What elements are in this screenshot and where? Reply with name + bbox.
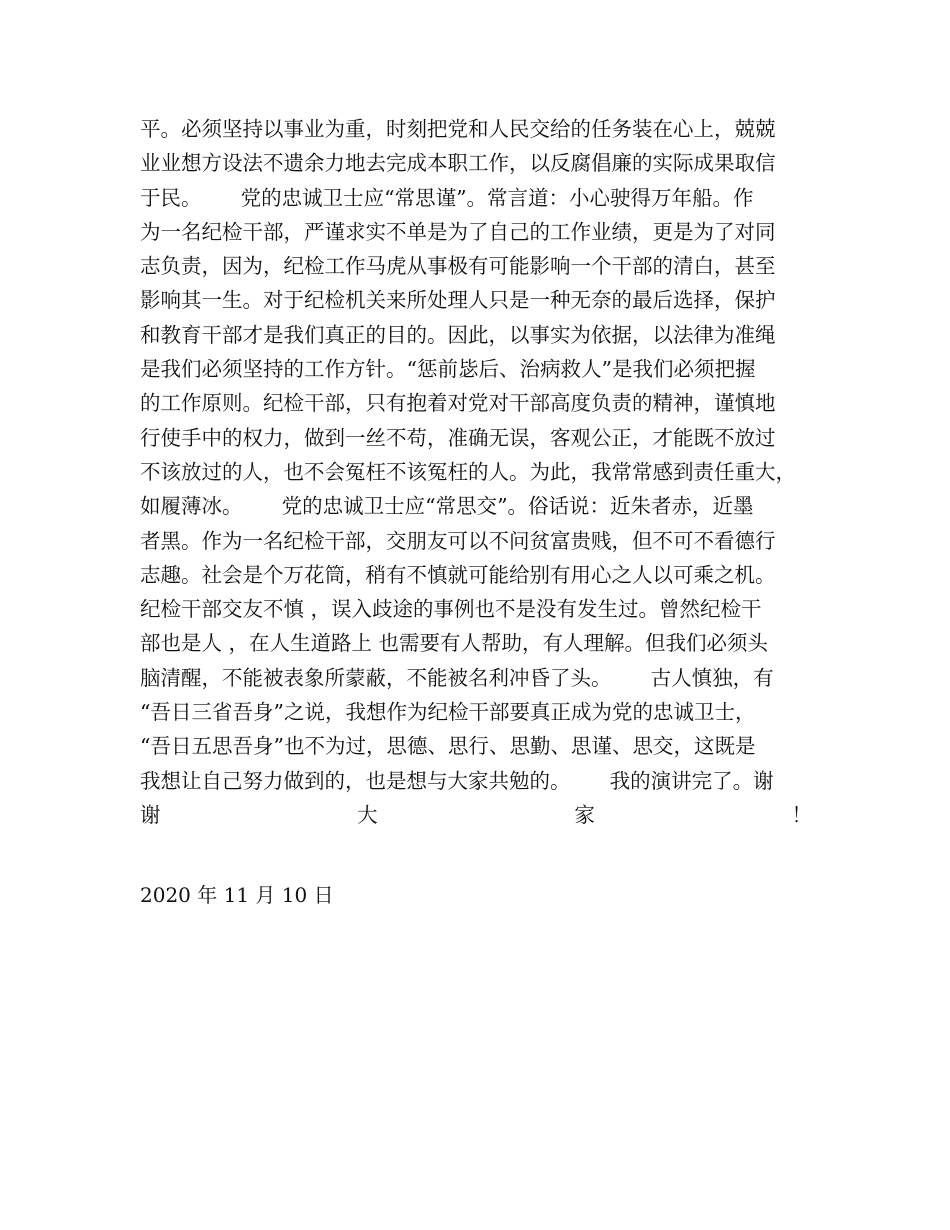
text-line: 纪检干部交友不慎 ，误入歧途的事例也不是没有发生过。曾然纪检干 (140, 597, 762, 622)
text-line: “吾日五思吾身”也不为过，思德、思行、思勤、思谨、思交，这既是 (140, 734, 756, 759)
text-line: 如履薄冰。 党的忠诚卫士应“常思交”。俗话说：近朱者赤，近墨 (140, 494, 754, 519)
document-date: 2020 年 11 月 10 日 (140, 883, 334, 907)
text-line: 业业想方设法不遗余力地去完成本职工作，以反腐倡廉的实际成果取信 (140, 151, 776, 176)
text-line: 平。必须坚持以事业为重，时刻把党和人民交给的任务装在心上，兢兢 (140, 117, 776, 141)
text-line: 部也是人 ，在人生道路上 也需要有人帮助，有人理解。但我们必须头 (140, 631, 769, 656)
text-line: 脑清醒，不能被表象所蒙蔽，不能被名利冲昏了头。 古人慎独，有 (140, 665, 774, 690)
text-line: 为一名纪检干部，严谨求实不单是为了自己的工作业绩，更是为了对同 (140, 219, 776, 244)
text-line: “吾日三省吾身”之说，我想作为纪检干部要真正成为党的忠诚卫士， (140, 700, 756, 725)
text-line: 志负责，因为，纪检工作马虎从事极有可能影响一个干部的清白，甚至 (140, 254, 776, 279)
closing-word: 大 (357, 802, 378, 827)
text-line: 和教育干部才是我们真正的目的。因此，以事实为依据，以法律为准绳 (140, 322, 776, 347)
text-line: 影响其一生。对于纪检机关来所处理人只是一种无奈的最后选择，保护 (140, 288, 776, 313)
text-line: 志趣。社会是个万花筒，稍有不慎就可能给别有用心之人以可乘之机。 (140, 562, 776, 587)
text-line: 于民。 党的忠诚卫士应“常思谨”。常言道：小心驶得万年船。作 (140, 185, 754, 210)
text-line: 者黑。作为一名纪检干部，交朋友可以不问贫富贵贱，但不可不看德行 (140, 528, 776, 553)
closing-word: 家 (574, 802, 595, 827)
speech-body (140, 112, 812, 832)
text-line: 不该放过的人，也不会冤枉不该冤枉的人。为此，我常常感到责任重大， (140, 459, 796, 484)
closing-word: ！ (791, 802, 812, 827)
text-line: 我想让自己努力做到的，也是想与大家共勉的。 我的演讲完了。谢 (140, 768, 774, 793)
text-line: 的工作原则。纪检干部，只有抱着对党对干部高度负责的精神，谨慎地 (140, 391, 776, 416)
closing-line (140, 798, 812, 832)
closing-word: 谢 (140, 802, 161, 827)
text-line: 是我们必须坚持的工作方针。“惩前毖后、治病救人”是我们必须把握 (140, 357, 756, 382)
text-line: 行使手中的权力，做到一丝不苟，准确无误，客观公正，才能既不放过 (140, 425, 776, 450)
